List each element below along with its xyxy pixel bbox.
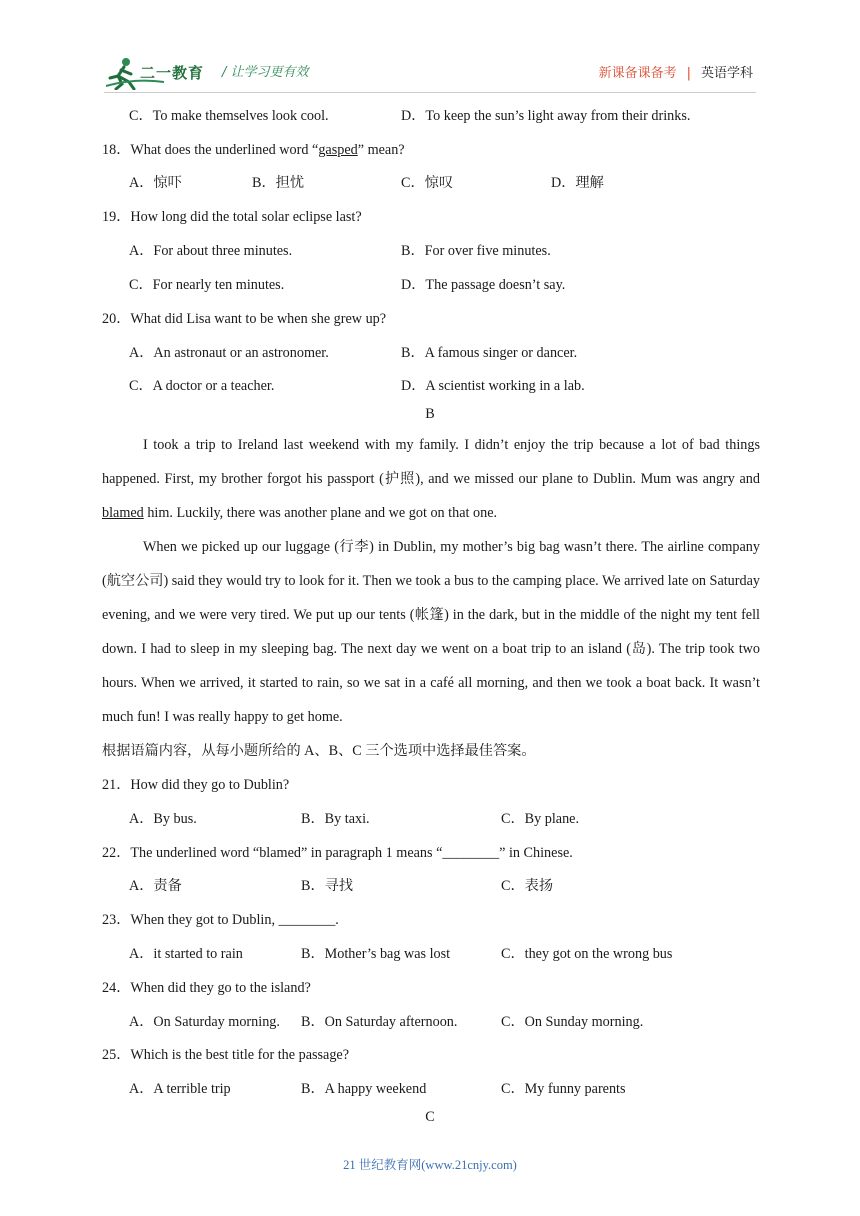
passage-paragraph-2: When we picked up our luggage (行李) in Dublin, my mother’s big bag wasn’t there. The airline company (航空公司) said they would try to look for it. Then we took a bus to the camping place. We arrived late on Saturday evening, and we were very tired. We put up our tents (帐篷) in the dark, but in the middle of the night my tent fell down. I had to sleep in my sleeping bag. The next day we went on a boat trip to an island (岛). The trip took two hours. When we arrived, it started to rain, so we sat in a café all morning, and then we took a boat back. It wasn’t much fun! I was really happy to get home. [102,539,760,725]
q21-option-a: A．By bus. [129,811,197,827]
q24-option-c: C．On Sunday morning. [501,1014,644,1030]
page-header [0,0,860,90]
q23-option-b: B．Mother’s bag was lost [301,946,451,962]
slogan: / 让学习更有效 [222,65,309,80]
q22-option-b: B．寻找 [301,878,354,894]
section-b-heading: B [425,406,435,422]
question-20: 20．What did Lisa want to be when she grew up? [102,311,387,327]
q18-option-a: A．惊吓 [129,175,182,191]
section-b-instruction: 根据语篇内容，从每小题所给的 A、B、C 三个选项中选择最佳答案。 [102,743,536,759]
q22-option-a: A．责备 [129,878,182,894]
question-25: 25．Which is the best title for the passage? [102,1047,350,1063]
q17-option-c: C．To make themselves look cool. [129,108,329,124]
q18-text-post: ” mean? [357,142,405,158]
passage-paragraph-1 [102,428,760,530]
header-subject [599,62,753,81]
question-24: 24．When did they go to the island? [102,980,311,996]
q24-option-b: B．On Saturday afternoon. [301,1014,458,1030]
p1-underlined-word: blamed [102,505,144,521]
q17-option-d: D．To keep the sun’s light away from their drinks. [401,108,691,124]
q23-option-a: A．it started to rain [129,946,243,962]
q25-option-a: A．A terrible trip [129,1081,231,1097]
q21-option-c: C．By plane. [501,811,580,827]
q20-option-b: B．A famous singer or dancer. [401,345,578,361]
q18-option-c: C．惊叹 [401,175,454,191]
question-19: 19．How long did the total solar eclipse last? [102,209,362,225]
q24-option-a: A．On Saturday morning. [129,1014,280,1030]
question-18 [102,139,405,159]
question-21: 21．How did they go to Dublin? [102,777,290,793]
q25-option-c: C．My funny parents [501,1081,626,1097]
section-c-heading: C [425,1109,435,1125]
q23-option-c: C．they got on the wrong bus [501,946,673,962]
header-label-prep: 新课备课备考 [598,66,677,81]
q20-option-a: A．An astronaut or an astronomer. [129,345,329,361]
logo-text: 二一教育 [140,64,205,82]
header-separator: | [686,66,691,81]
q18-option-d: D．理解 [551,175,604,191]
q21-option-b: B．By taxi. [301,811,370,827]
q19-option-b: B．For over five minutes. [401,243,551,259]
header-divider [104,92,756,93]
q18-option-b: B．担忧 [252,175,305,191]
question-22: 22．The underlined word “blamed” in paragraph 1 means “________” in Chinese. [102,845,573,861]
q19-option-a: A．For about three minutes. [129,243,293,259]
question-23: 23．When they got to Dublin, ________. [102,912,339,928]
q20-option-c: C．A doctor or a teacher. [129,378,275,394]
q19-option-d: D．The passage doesn’t say. [401,277,566,293]
page-footer: 21 世纪教育网(www.21cnjy.com) [343,1158,517,1172]
q18-text-pre: 18．What does the underlined word “ [102,142,319,158]
q19-option-c: C．For nearly ten minutes. [129,277,285,293]
q18-underlined-word: gasped [318,142,358,158]
header-label-subject: 英语学科 [700,66,753,81]
q22-option-c: C．表扬 [501,878,554,894]
p1-text-a: I took a trip to Ireland last weekend with my family. I didn’t enjoy the trip because a lot of bad things happened. First, my brother forgot his passport (护照), and we missed our plane to Dublin. Mum was angry and [102,437,760,487]
q20-option-d: D．A scientist working in a lab. [401,378,585,394]
p1-text-b: him. Luckily, there was another plane and we got on that one. [143,505,498,521]
q25-option-b: B．A happy weekend [301,1081,427,1097]
